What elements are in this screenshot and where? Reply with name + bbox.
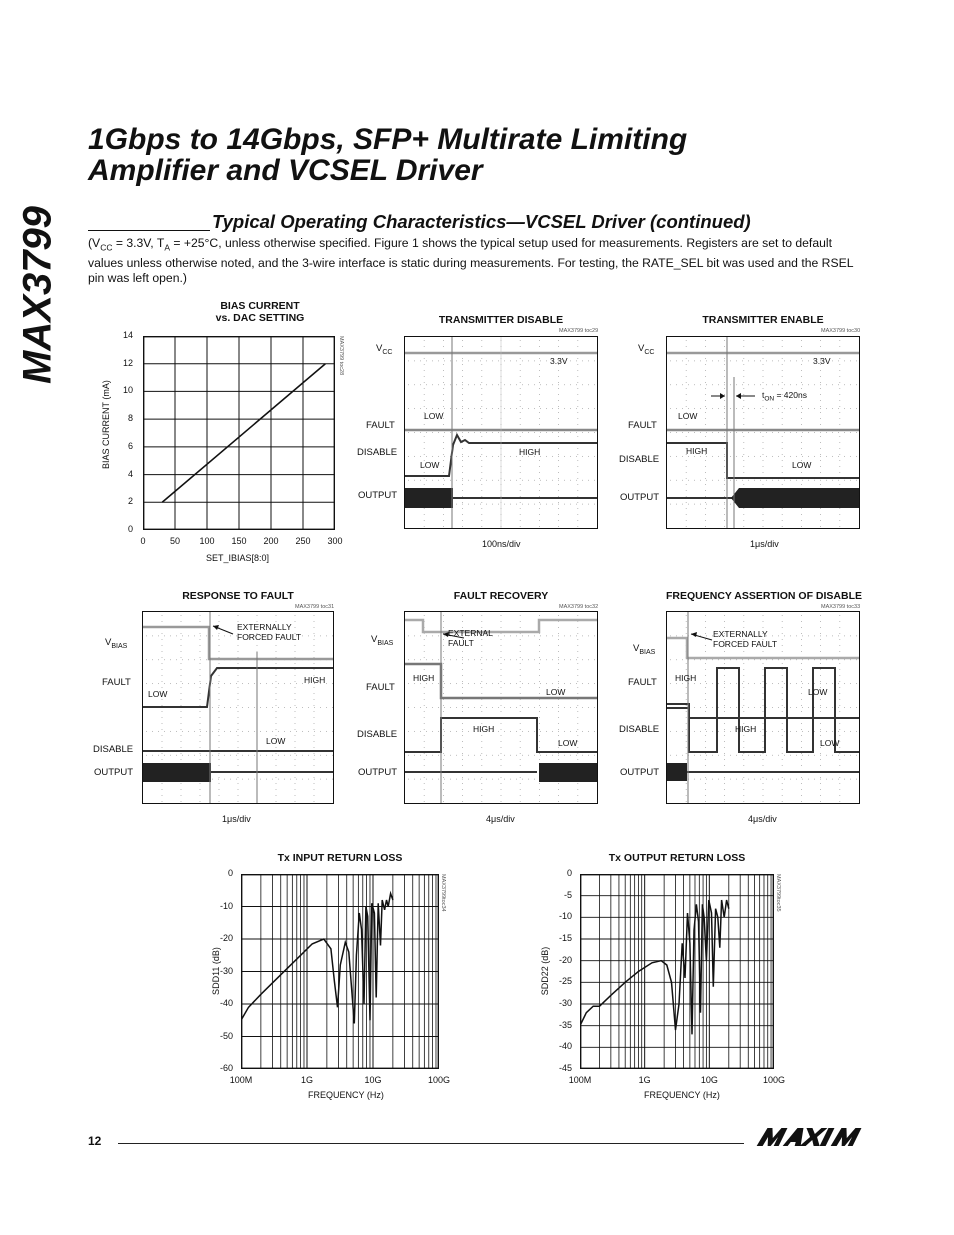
timebase: 1μs/div xyxy=(222,814,251,824)
y-tick-label: -50 xyxy=(219,1030,233,1041)
toc-id: MAX3799 toc29 xyxy=(559,328,599,334)
label-fault: FAULT xyxy=(628,420,657,431)
scope-traces xyxy=(405,337,597,528)
annotation-high: HIGH xyxy=(675,673,697,683)
y-tick-label: -30 xyxy=(219,965,233,976)
annotation-external: EXTERNALLY FORCED FAULT xyxy=(713,629,778,649)
x-tick-label: 250 xyxy=(295,536,311,546)
x-tick-label: 10G xyxy=(364,1075,382,1085)
label-disable: DISABLE xyxy=(93,744,134,755)
annotation-low: LOW xyxy=(820,738,840,748)
bias-line xyxy=(162,364,325,503)
annotation-high: HIGH xyxy=(304,675,326,685)
annotation-high: HIGH xyxy=(735,724,757,734)
y-tick-label: -20 xyxy=(219,933,233,943)
y-axis-label: BIAS CURRENT (mA) xyxy=(101,380,111,469)
y-tick-label: -10 xyxy=(558,911,572,922)
timebase: 4μs/div xyxy=(486,814,515,824)
page-title-line1: 1Gbps to 14Gbps, SFP+ Multirate Limiting xyxy=(88,123,688,156)
timebase: 1μs/div xyxy=(750,539,779,549)
y-tick-label: -15 xyxy=(558,933,572,943)
y-tick-label: 12 xyxy=(122,357,133,368)
chart-title: Tx INPUT RETURN LOSS xyxy=(277,852,403,864)
x-tick-label: 100 xyxy=(199,536,215,546)
scope-title: RESPONSE TO FAULT xyxy=(182,590,294,602)
y-tick-label: -25 xyxy=(558,976,572,987)
y-tick-label: 4 xyxy=(127,468,133,479)
annotation-low: LOW xyxy=(546,687,566,697)
x-tick-label: 100M xyxy=(229,1075,253,1085)
chart-title xyxy=(160,300,360,324)
annotation-high: HIGH xyxy=(473,724,495,734)
toc-id: MAX3799 toc33 xyxy=(821,604,861,610)
annotation-low: LOW xyxy=(678,411,698,421)
cond-text-2: = 3.3V, T xyxy=(112,236,165,250)
toc-id: MAX3799 toc31 xyxy=(295,604,335,610)
label-fault: FAULT xyxy=(102,677,131,688)
scope-screen xyxy=(404,611,598,804)
y-axis-label: SDD11 (dB) xyxy=(211,947,221,995)
annotation-low: LOW xyxy=(558,738,578,748)
annotation-external: EXTERNALLY FORCED FAULT xyxy=(237,622,302,642)
chart-title-line2: vs. DAC SETTING xyxy=(215,312,305,324)
label-output: OUTPUT xyxy=(620,767,660,778)
toc-id: MAX3799toc35 xyxy=(775,874,781,912)
label-output: OUTPUT xyxy=(358,490,398,501)
y-tick-label: -60 xyxy=(219,1063,233,1073)
scope-title: FREQUENCY ASSERTION OF DISABLE xyxy=(666,590,863,602)
x-tick-label: 100G xyxy=(762,1075,786,1085)
x-tick-label: 300 xyxy=(327,536,343,546)
x-axis-label: SET_IBIAS[8:0] xyxy=(206,553,270,563)
y-tick-label: 0 xyxy=(566,868,572,878)
y-tick-label: -20 xyxy=(558,954,572,965)
y-tick-label: 10 xyxy=(122,385,133,396)
x-tick-label: 100M xyxy=(568,1075,592,1085)
y-tick-label: -5 xyxy=(563,889,572,900)
rl-out-plot xyxy=(580,874,774,1069)
label-vcc: $V_{CC}$ xyxy=(638,343,655,356)
page-title-line2: Amplifier and VCSEL Driver xyxy=(88,154,483,187)
timebase: 100ns/div xyxy=(482,539,521,549)
cond-sub-2: A xyxy=(164,242,170,253)
y-axis-label: SDD22 (dB) xyxy=(540,946,550,996)
scope-title: FAULT RECOVERY xyxy=(453,590,549,602)
label-vbias: $V_{BIAS}$ xyxy=(371,634,394,647)
label-vcc: $V_{CC}$ xyxy=(376,343,393,356)
annotation-low: LOW xyxy=(148,689,168,699)
footer-rule xyxy=(118,1143,744,1144)
label-disable: DISABLE xyxy=(357,447,398,458)
scope-title: TRANSMITTER ENABLE xyxy=(702,314,824,326)
cond-text-3: = +25°C, unless otherwise specified. Figure 1 shows the typical setup used for measurements. Registers are set to default values unless otherwise noted, and the 3-wire interface is static during measurements. For testing, the RATE_SEL bit was used and the RSEL pin was left open.) xyxy=(88,236,854,286)
y-tick-label: -10 xyxy=(219,900,233,911)
toc-id: MAX3799 toc28 xyxy=(338,336,344,376)
y-tick-label: 0 xyxy=(227,868,233,878)
label-vbias: $V_{BIAS}$ xyxy=(633,643,656,656)
x-tick-label: 10G xyxy=(700,1075,718,1085)
rl-in-plot xyxy=(241,874,439,1069)
label-output: OUTPUT xyxy=(94,767,134,778)
label-disable: DISABLE xyxy=(619,454,660,465)
annotation-external: EXTERNAL FAULT xyxy=(448,628,493,648)
x-tick-label: 1G xyxy=(638,1075,651,1085)
side-part-number xyxy=(8,206,68,384)
y-tick-label: 8 xyxy=(127,413,133,424)
scope-title: TRANSMITTER DISABLE xyxy=(438,314,564,326)
x-tick-label: 0 xyxy=(140,536,146,546)
y-tick-label: 14 xyxy=(122,330,133,340)
y-tick-label: 2 xyxy=(127,496,133,507)
annotation-low: LOW xyxy=(792,460,812,470)
toc-id: MAX3799 toc32 xyxy=(559,604,599,610)
section-rule xyxy=(88,230,210,231)
toc-id: MAX3799 toc30 xyxy=(821,328,861,334)
annotation-high: HIGH xyxy=(413,673,435,683)
maxim-logo xyxy=(756,1126,866,1148)
side-part-number-text: MAX3799 xyxy=(15,206,60,384)
annotation-high: HIGH xyxy=(686,446,708,456)
annotation-low: LOW xyxy=(808,687,828,697)
cond-text-1: (V xyxy=(88,236,101,250)
x-tick-label: 50 xyxy=(169,536,180,546)
chart-title-line1: BIAS CURRENT xyxy=(220,300,300,312)
label-fault: FAULT xyxy=(366,682,395,693)
annotation-3v3: 3.3V xyxy=(813,356,831,366)
chart-title: Tx OUTPUT RETURN LOSS xyxy=(608,852,746,864)
timebase: 4μs/div xyxy=(748,814,777,824)
toc-id: MAX3799toc34 xyxy=(440,874,446,912)
y-tick-label: -40 xyxy=(219,998,233,1008)
y-tick-label: 6 xyxy=(127,440,133,451)
y-tick-label: -30 xyxy=(558,998,572,1008)
x-tick-label: 100G xyxy=(427,1075,451,1085)
x-tick-label: 1G xyxy=(300,1075,313,1085)
label-vbias: $V_{BIAS}$ xyxy=(105,637,128,650)
label-disable: DISABLE xyxy=(619,724,660,735)
x-axis-label: FREQUENCY (Hz) xyxy=(644,1090,720,1100)
scope-traces xyxy=(405,612,597,803)
label-output: OUTPUT xyxy=(620,492,660,503)
test-conditions xyxy=(88,236,868,287)
annotation-ton: $t_{ON} = 420ns$ xyxy=(762,390,807,403)
section-title: Typical Operating Characteristics—VCSEL Driver (continued) xyxy=(212,211,751,232)
scope-screen xyxy=(404,336,598,529)
x-tick-label: 150 xyxy=(231,536,247,546)
label-output: OUTPUT xyxy=(358,767,398,778)
bias-chart-plot xyxy=(143,336,335,530)
cond-sub-1: CC xyxy=(100,242,113,253)
label-fault: FAULT xyxy=(366,420,395,431)
annotation-high: HIGH xyxy=(519,447,541,457)
x-axis-label: FREQUENCY (Hz) xyxy=(308,1090,384,1100)
page-number: 12 xyxy=(88,1134,102,1148)
y-tick-label: -45 xyxy=(558,1063,572,1073)
page-title xyxy=(88,124,687,186)
label-fault: FAULT xyxy=(628,677,657,688)
label-disable: DISABLE xyxy=(357,729,398,740)
y-tick-label: -40 xyxy=(558,1041,572,1052)
annotation-low: LOW xyxy=(266,736,286,746)
y-tick-label: -35 xyxy=(558,1019,572,1030)
y-tick-label: 0 xyxy=(127,524,133,534)
x-tick-label: 200 xyxy=(263,536,279,546)
annotation-3v3: 3.3V xyxy=(550,356,568,366)
annotation-low: LOW xyxy=(420,460,440,470)
annotation-low: LOW xyxy=(424,411,444,421)
